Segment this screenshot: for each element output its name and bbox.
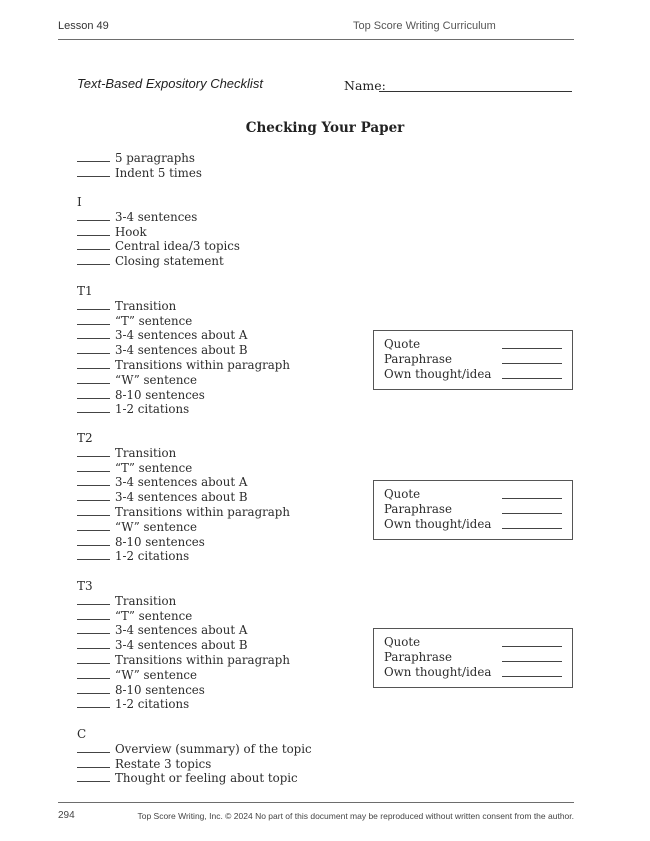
item-label: 3-4 sentences about A: [115, 328, 248, 343]
check-blank[interactable]: [77, 697, 110, 708]
item-label: “W” sentence: [115, 519, 198, 534]
check-blank[interactable]: [77, 742, 110, 753]
check-blank[interactable]: [77, 757, 110, 768]
t1-section: [77, 284, 290, 417]
item-label: 8-10 sentences: [115, 387, 205, 402]
t3-section: [77, 579, 290, 712]
paraphrase-blank[interactable]: [502, 363, 562, 364]
check-blank[interactable]: [77, 388, 110, 399]
lesson-number: Lesson 49: [58, 20, 109, 32]
general-section: [77, 151, 202, 181]
quote-row: Quote: [384, 337, 562, 352]
document-title: Text-Based Expository Checklist: [77, 76, 263, 91]
page-title: Checking Your Paper: [245, 120, 405, 136]
item-label: Transition: [115, 445, 177, 460]
own-thought-row: Own thought/idea: [384, 367, 562, 382]
conclusion-section: [77, 727, 312, 786]
item-label: 1-2 citations: [115, 549, 190, 564]
check-blank[interactable]: [77, 475, 110, 486]
checklist-item: [77, 402, 290, 417]
check-blank[interactable]: [77, 151, 110, 162]
paraphrase-row: Paraphrase: [384, 502, 562, 517]
check-blank[interactable]: [77, 314, 110, 325]
checklist-item: [77, 314, 290, 329]
check-blank[interactable]: [77, 771, 110, 782]
checklist-item: [77, 475, 290, 490]
item-label: “T” sentence: [115, 313, 193, 328]
section-label: T3: [77, 579, 93, 593]
check-blank[interactable]: [77, 668, 110, 679]
checklist-item: [77, 742, 312, 757]
item-label: 3-4 sentences about B: [115, 638, 248, 653]
own-thought-row: Own thought/idea: [384, 665, 562, 680]
checklist-item: [77, 210, 240, 225]
copyright-notice: Top Score Writing, Inc. © 2024 No part of this document may be reproduced without written consent from the author.: [137, 811, 574, 821]
section-label: I: [77, 195, 82, 209]
checklist-item: [77, 505, 290, 520]
check-blank[interactable]: [77, 328, 110, 339]
item-label: 1-2 citations: [115, 402, 190, 417]
check-blank[interactable]: [77, 225, 110, 236]
item-label: Restate 3 topics: [115, 756, 212, 771]
item-label: Transition: [115, 298, 177, 313]
t1-citation-box: [373, 330, 573, 390]
check-blank[interactable]: [77, 594, 110, 605]
check-blank[interactable]: [77, 166, 110, 177]
own-thought-row: Own thought/idea: [384, 517, 562, 532]
own-thought-blank[interactable]: [502, 676, 562, 677]
checklist-item: [77, 623, 290, 638]
check-blank[interactable]: [77, 638, 110, 649]
checklist-item: [77, 328, 290, 343]
item-label: “T” sentence: [115, 608, 193, 623]
checklist-item: [77, 697, 290, 712]
item-label: Central idea/3 topics: [115, 239, 240, 254]
page-footer: [58, 802, 574, 821]
checklist-item: [77, 299, 290, 314]
item-label: Transitions within paragraph: [115, 357, 290, 372]
item-label: Overview (summary) of the topic: [115, 741, 312, 756]
name-label: Name:: [344, 78, 386, 93]
checklist-item: [77, 373, 290, 388]
item-label: 3-4 sentences about A: [115, 475, 248, 490]
quote-row: Quote: [384, 635, 562, 650]
section-label: T2: [77, 431, 93, 445]
section-label: C: [77, 727, 87, 741]
check-blank[interactable]: [77, 549, 110, 560]
quote-blank[interactable]: [502, 348, 562, 349]
checklist-item: [77, 239, 240, 254]
checklist-item: [77, 151, 202, 166]
own-thought-blank[interactable]: [502, 528, 562, 529]
quote-blank[interactable]: [502, 498, 562, 499]
checklist-item: [77, 446, 290, 461]
item-label: 8-10 sentences: [115, 534, 205, 549]
check-blank[interactable]: [77, 373, 110, 384]
item-label: Transition: [115, 593, 177, 608]
item-label: 8-10 sentences: [115, 682, 205, 697]
check-blank[interactable]: [77, 210, 110, 221]
page-number: 294: [58, 810, 75, 821]
checklist-item: [77, 638, 290, 653]
checklist-item: [77, 254, 240, 269]
curriculum-title: Top Score Writing Curriculum: [353, 20, 496, 32]
checklist-item: [77, 520, 290, 535]
check-blank[interactable]: [77, 683, 110, 694]
own-thought-blank[interactable]: [502, 378, 562, 379]
check-blank[interactable]: [77, 520, 110, 531]
item-label: 3-4 sentences about B: [115, 343, 248, 358]
checklist-item: [77, 653, 290, 668]
check-blank[interactable]: [77, 609, 110, 620]
item-label: Transitions within paragraph: [115, 652, 290, 667]
checklist-item: [77, 535, 290, 550]
item-label: 1-2 citations: [115, 697, 190, 712]
check-blank[interactable]: [77, 490, 110, 501]
item-label: “W” sentence: [115, 667, 198, 682]
checklist-item: [77, 461, 290, 476]
item-label: 3-4 sentences: [115, 209, 198, 224]
checklist-item: [77, 166, 202, 181]
check-blank[interactable]: [77, 299, 110, 310]
checklist-item: [77, 490, 290, 505]
checklist-item: [77, 549, 290, 564]
checklist-item: [77, 343, 290, 358]
item-label: Thought or feeling about topic: [115, 771, 298, 786]
check-blank[interactable]: [77, 402, 110, 413]
item-label: 5 paragraphs: [115, 151, 195, 165]
t2-citation-box: [373, 480, 573, 540]
checklist-item: [77, 225, 240, 240]
paraphrase-row: Paraphrase: [384, 352, 562, 367]
check-blank[interactable]: [77, 254, 110, 265]
paraphrase-blank[interactable]: [502, 661, 562, 662]
paraphrase-blank[interactable]: [502, 513, 562, 514]
checklist-item: [77, 771, 312, 786]
check-blank[interactable]: [77, 358, 110, 369]
section-label: T1: [77, 284, 93, 298]
item-label: “T” sentence: [115, 460, 193, 475]
check-blank[interactable]: [77, 623, 110, 634]
check-blank[interactable]: [77, 505, 110, 516]
checklist-item: [77, 388, 290, 403]
checklist-item: [77, 757, 312, 772]
quote-blank[interactable]: [502, 646, 562, 647]
checklist-item: [77, 594, 290, 609]
item-label: 3-4 sentences about A: [115, 623, 248, 638]
check-blank[interactable]: [77, 461, 110, 472]
intro-section: [77, 195, 240, 269]
t3-citation-box: [373, 628, 573, 688]
page-header: [58, 18, 574, 40]
check-blank[interactable]: [77, 239, 110, 250]
check-blank[interactable]: [77, 343, 110, 354]
check-blank[interactable]: [77, 653, 110, 664]
item-label: Hook: [115, 224, 147, 239]
checklist-item: [77, 609, 290, 624]
paraphrase-row: Paraphrase: [384, 650, 562, 665]
checklist-item: [77, 358, 290, 373]
item-label: “W” sentence: [115, 372, 198, 387]
item-label: Closing statement: [115, 254, 224, 269]
t2-section: [77, 431, 290, 564]
quote-row: Quote: [384, 487, 562, 502]
checklist-item: [77, 683, 290, 698]
check-blank[interactable]: [77, 535, 110, 546]
item-label: 3-4 sentences about B: [115, 490, 248, 505]
check-blank[interactable]: [77, 446, 110, 457]
item-label: Indent 5 times: [115, 165, 202, 180]
name-field[interactable]: [379, 91, 572, 92]
item-label: Transitions within paragraph: [115, 504, 290, 519]
checklist-item: [77, 668, 290, 683]
